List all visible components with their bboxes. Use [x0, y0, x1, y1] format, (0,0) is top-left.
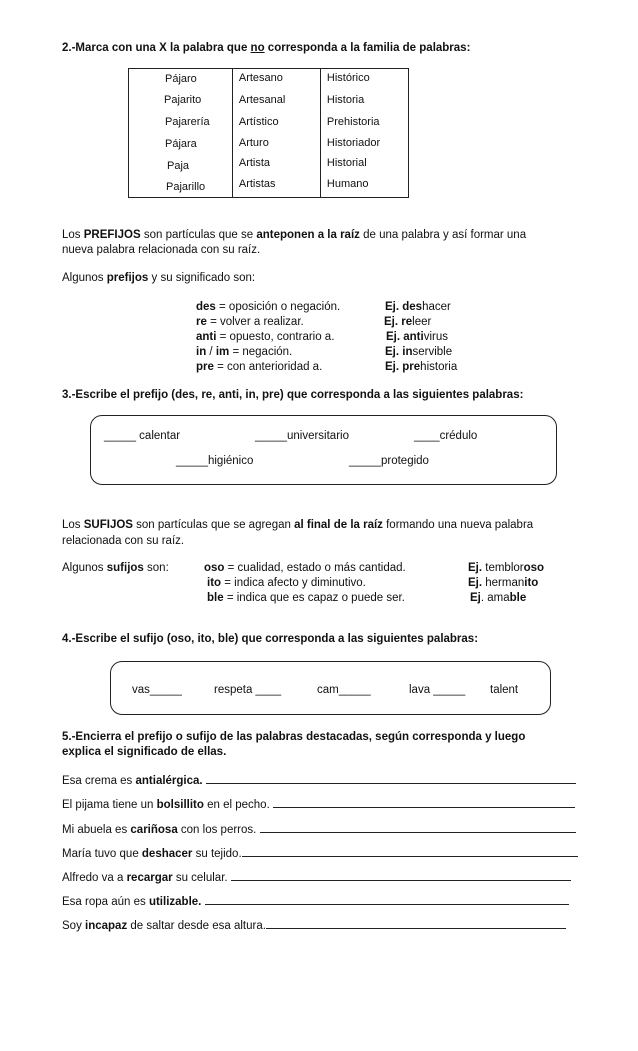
- word-option[interactable]: Artista: [238, 157, 271, 169]
- word-option[interactable]: Artesanal: [238, 94, 286, 106]
- suffix: ble: [207, 592, 224, 604]
- q4-blank-word[interactable]: talent: [490, 684, 519, 696]
- prefix: anti: [196, 331, 217, 343]
- word-option[interactable]: Humano: [326, 178, 369, 190]
- answer-line[interactable]: [260, 820, 576, 833]
- ej-label: Ej.: [385, 361, 403, 373]
- word-option[interactable]: Prehistoria: [326, 116, 380, 128]
- prefix-meaning: = con anterioridad a.: [213, 361, 323, 373]
- highlighted-word[interactable]: bolsillito: [156, 799, 204, 811]
- word-column-1: [129, 69, 232, 197]
- word-option[interactable]: Historia: [326, 94, 365, 106]
- suffix-item: [207, 577, 366, 589]
- ej-root: temblor: [485, 562, 524, 574]
- word-option[interactable]: Historial: [326, 157, 367, 169]
- ej-root: virus: [423, 331, 448, 343]
- word-option[interactable]: Artistas: [238, 178, 276, 190]
- prefix-meaning: = opuesto, contrario a.: [216, 331, 335, 343]
- text: son partículas que se: [140, 229, 257, 241]
- suffix-item: [204, 562, 406, 574]
- suffix-example: [468, 562, 544, 574]
- suffix-example: [468, 577, 538, 589]
- prefijos-definition-line2: nueva palabra relacionada con su raíz.: [62, 244, 261, 256]
- word-option[interactable]: Pajarillo: [166, 181, 206, 193]
- word-option[interactable]: Pajarería: [165, 116, 210, 128]
- text: son:: [143, 562, 169, 574]
- prefix: des: [196, 301, 216, 313]
- q3-box: [90, 415, 557, 485]
- answer-line[interactable]: [206, 771, 576, 784]
- text: Algunos: [62, 562, 107, 574]
- q4-blank-word[interactable]: cam_____: [317, 684, 371, 696]
- highlighted-word[interactable]: antialérgica.: [135, 775, 203, 787]
- word-option[interactable]: Artístico: [238, 116, 279, 128]
- prefix-meaning: /: [206, 346, 216, 358]
- answer-line[interactable]: [231, 868, 571, 881]
- text: Algunos: [62, 272, 107, 284]
- ej-root: . ama: [480, 592, 510, 604]
- ej-prefix: re: [401, 316, 413, 328]
- word-option[interactable]: Artesano: [238, 72, 283, 84]
- prefix-example: [385, 301, 451, 313]
- suffix-item: [207, 592, 405, 604]
- q2-heading-part: corresponda a la familia de palabras:: [264, 42, 471, 54]
- highlighted-word[interactable]: utilizable.: [148, 896, 202, 908]
- ej-prefix: anti: [403, 331, 424, 343]
- highlighted-word[interactable]: cariñosa: [130, 824, 178, 836]
- ej-label: Ej.: [468, 562, 486, 574]
- answer-line[interactable]: [242, 844, 578, 857]
- prefix: re: [196, 316, 207, 328]
- prefix-item: [196, 361, 322, 373]
- word-column-2: [233, 69, 320, 197]
- q3-blank-word[interactable]: _____universitario: [255, 430, 349, 442]
- text: y su significado son:: [148, 272, 256, 284]
- prefix-meaning: = volver a realizar.: [206, 316, 304, 328]
- highlighted-word[interactable]: deshacer: [141, 848, 193, 860]
- q5-sentence: [62, 771, 576, 787]
- suffix-meaning: = indica afecto y diminutivo.: [221, 577, 366, 589]
- prefix-example: [385, 361, 457, 373]
- sentence-text: Esa ropa aún es: [62, 896, 149, 908]
- q5-heading-line2: explica el significado de ellas.: [62, 746, 227, 758]
- prefijos-definition: [62, 229, 526, 241]
- word-option[interactable]: Histórico: [326, 72, 370, 84]
- ej-prefix: pre: [402, 361, 421, 373]
- sufijos-intro: [62, 562, 169, 574]
- sentence-text: Soy: [62, 920, 86, 932]
- q5-sentence: [62, 795, 575, 811]
- sentence-text: Alfredo va a: [62, 872, 127, 884]
- q4-blank-word[interactable]: respeta ____: [214, 684, 282, 696]
- word-option[interactable]: Arturo: [238, 137, 269, 149]
- sentence-text: en el pecho.: [203, 799, 270, 811]
- word-option[interactable]: Pajarito: [164, 94, 202, 106]
- prefix-meaning: = negación.: [229, 346, 293, 358]
- answer-line[interactable]: [205, 892, 569, 905]
- sufijos-definition: [62, 519, 533, 531]
- ej-root: servible: [412, 346, 453, 358]
- prefix: in: [196, 346, 207, 358]
- ej-label: Ej.: [468, 577, 486, 589]
- q3-blank-word[interactable]: _____protegido: [349, 455, 429, 467]
- ej-label: Ej: [470, 592, 481, 604]
- text: Los: [62, 229, 84, 241]
- suffix-meaning: = cualidad, estado o más cantidad.: [224, 562, 406, 574]
- q4-blank-word[interactable]: vas_____: [132, 684, 182, 696]
- answer-line[interactable]: [266, 916, 566, 929]
- ej-prefix: des: [402, 301, 423, 313]
- sentence-text: María tuvo que: [62, 848, 142, 860]
- q4-heading: 4.-Escribe el sufijo (oso, ito, ble) que corresponda a las siguientes palabras:: [62, 633, 479, 645]
- sentence-text: su tejido.: [192, 848, 242, 860]
- ej-root: herman: [485, 577, 525, 589]
- q5-heading-line1: 5.-Encierra el prefijo o sufijo de las palabras destacadas, según corresponda y luego: [62, 731, 526, 743]
- word-column-3: [321, 69, 408, 197]
- text: formando una nueva palabra: [382, 519, 534, 531]
- suffix-meaning: = indica que es capaz o puede ser.: [223, 592, 405, 604]
- prefix-item: [196, 346, 292, 358]
- text: PREFIJOS: [83, 229, 141, 241]
- ej-label: Ej.: [385, 346, 403, 358]
- prefix-item: [196, 301, 340, 313]
- prefix: pre: [196, 361, 214, 373]
- ej-root: leer: [412, 316, 432, 328]
- prefix-example: [385, 346, 452, 358]
- prefix-meaning: = oposición o negación.: [215, 301, 341, 313]
- word-option[interactable]: Pájaro: [165, 73, 197, 85]
- sentence-text: con los perros.: [177, 824, 257, 836]
- q5-sentence: [62, 844, 578, 860]
- q5-sentence: [62, 868, 571, 884]
- text: sufijos: [106, 562, 144, 574]
- answer-line[interactable]: [273, 795, 575, 808]
- ej-suffix: oso: [523, 562, 545, 574]
- word-option[interactable]: Paja: [167, 160, 190, 172]
- word-option[interactable]: Historiador: [326, 137, 381, 149]
- q5-sentence: [62, 916, 566, 932]
- prefix-item: [196, 316, 304, 328]
- suffix: oso: [204, 562, 225, 574]
- sentence-text: El pijama tiene un: [62, 799, 157, 811]
- ej-label: Ej.: [386, 331, 404, 343]
- sufijos-definition-line2: relacionada con su raíz.: [62, 535, 185, 547]
- text: SUFIJOS: [83, 519, 133, 531]
- sentence-text: su celular.: [172, 872, 228, 884]
- ej-label: Ej.: [384, 316, 402, 328]
- text: prefijos: [106, 272, 149, 284]
- word-family-table: [128, 68, 409, 198]
- prefix: im: [215, 346, 230, 358]
- q2-heading-part: 2.-Marca con una X la palabra que: [62, 42, 251, 54]
- text: son partículas que se agregan: [132, 519, 295, 531]
- ej-root: hacer: [422, 301, 451, 313]
- suffix-example: [470, 592, 526, 604]
- q3-heading: 3.-Escribe el prefijo (des, re, anti, in, pre) que corresponda a las siguientes palabras:: [62, 389, 524, 401]
- text: de una palabra y así formar una: [359, 229, 527, 241]
- q3-blank-word[interactable]: _____ calentar: [104, 430, 181, 442]
- prefix-example: [384, 316, 431, 328]
- highlighted-word[interactable]: recargar: [126, 872, 173, 884]
- highlighted-word[interactable]: incapaz: [85, 920, 128, 932]
- prefijos-intro: [62, 272, 255, 284]
- ej-label: Ej.: [385, 301, 403, 313]
- q3-blank-word[interactable]: _____higiénico: [176, 455, 254, 467]
- prefix-item: [196, 331, 334, 343]
- text: anteponen a la raíz: [256, 229, 360, 241]
- text: Los: [62, 519, 84, 531]
- ej-suffix: ble: [509, 592, 527, 604]
- q4-blank-word[interactable]: lava _____: [409, 684, 466, 696]
- ej-prefix: in: [402, 346, 413, 358]
- q2-heading: [62, 42, 470, 54]
- q5-sentence: [62, 820, 576, 836]
- sentence-text: Mi abuela es: [62, 824, 131, 836]
- text: al final de la raíz: [294, 519, 383, 531]
- word-option[interactable]: Pájara: [165, 138, 197, 150]
- ej-suffix: ito: [524, 577, 539, 589]
- q5-sentence: [62, 892, 569, 908]
- ej-root: historia: [420, 361, 458, 373]
- q3-blank-word[interactable]: ____crédulo: [414, 430, 478, 442]
- sentence-text: Esa crema es: [62, 775, 136, 787]
- sentence-text: de saltar desde esa altura.: [127, 920, 266, 932]
- prefix-example: [386, 331, 448, 343]
- suffix: ito: [207, 577, 222, 589]
- q2-heading-no: no: [250, 42, 265, 54]
